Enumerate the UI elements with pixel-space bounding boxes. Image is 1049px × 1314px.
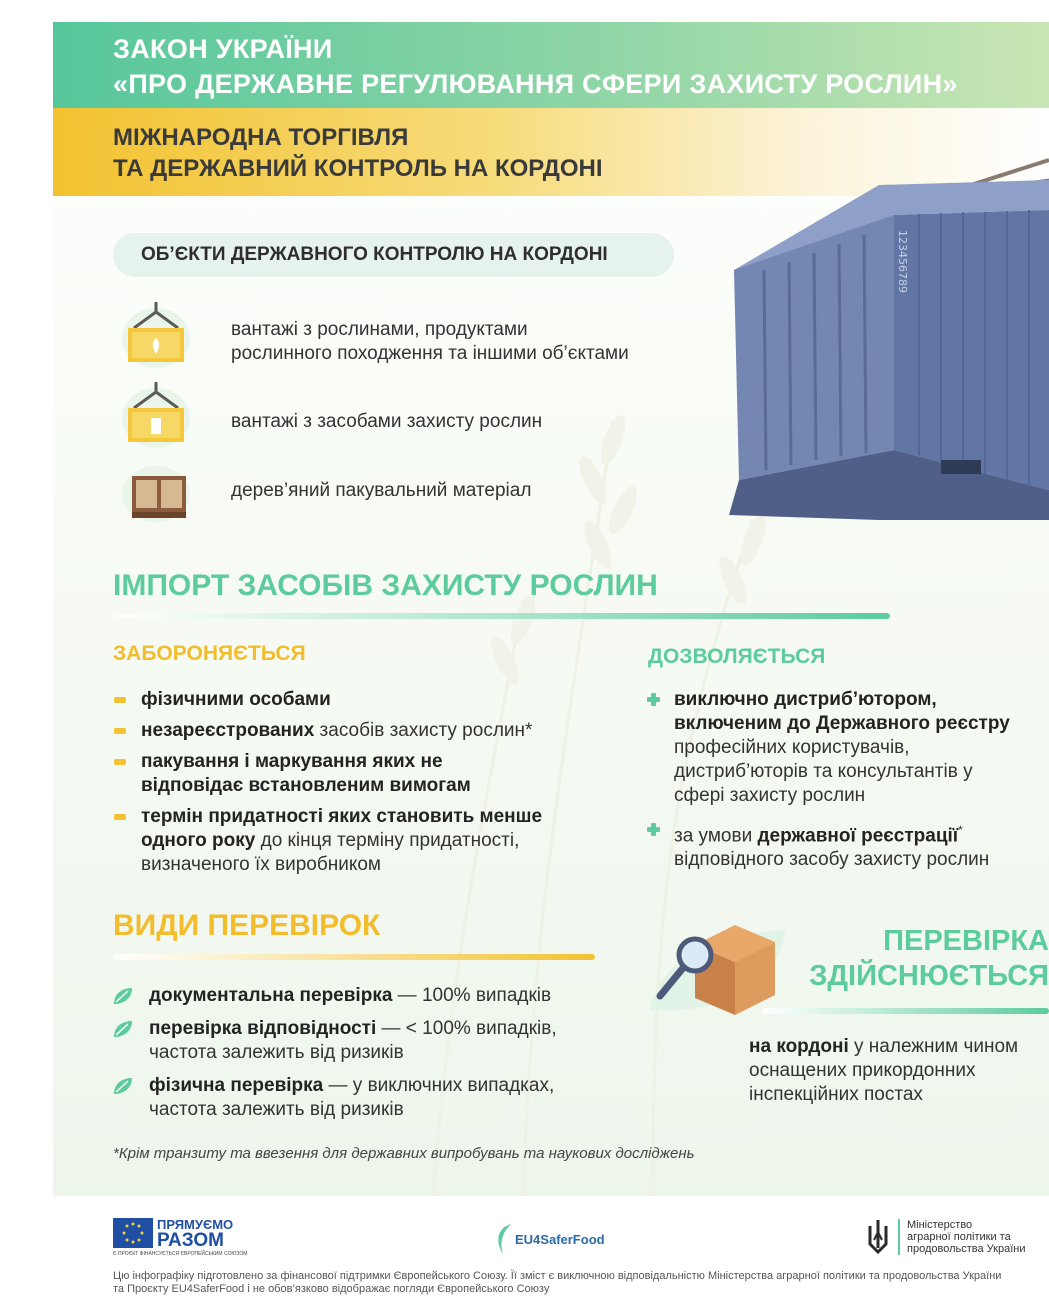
eu-together-logo (113, 1218, 233, 1250)
prohibited-list (141, 688, 542, 877)
objects-pill (113, 233, 674, 277)
section-subtitle (113, 122, 603, 184)
check-item: фізична перевірка — у виключних випадках, частота залежить від ризиків (149, 1074, 557, 1122)
logo1-caption: Є ПРОЄКТ ФІНАНСУЄТЬСЯ ЄВРОПЕЙСЬКИМ СОЮЗОМ (113, 1251, 248, 1257)
ministry-line1: Міністерство (907, 1219, 973, 1231)
forklift-pocket (941, 460, 981, 474)
objects-title: ОБ’ЄКТИ ДЕРЖАВНОГО КОНТРОЛЮ НА КОРДОНІ (141, 244, 608, 265)
subtitle-line1: МІЖНАРОДНА ТОРГІВЛЯ (113, 124, 409, 151)
object-item-plants-line1: вантажі з рослинами, продуктами (231, 319, 528, 340)
prohibited-title: ЗАБОРОНЯЄТЬСЯ (113, 642, 306, 665)
where-title-line1: ПЕРЕВІРКА (883, 925, 1049, 957)
prohibited-item: фізичними особами (141, 688, 542, 712)
logo1-line2: РАЗОМ (157, 1230, 224, 1251)
plus-bullet-icon (647, 693, 660, 706)
wooden-packaging-icon (110, 462, 192, 524)
checks-divider (113, 954, 595, 960)
logo1-line1: ПРЯМУЄМО (157, 1217, 234, 1232)
plus-bullet-icon (647, 823, 660, 836)
ministry-line3: продовольства України (907, 1243, 1026, 1255)
eu-flag-icon (113, 1218, 153, 1248)
inspection-box-icon (640, 920, 790, 1020)
allowed-title: ДОЗВОЛЯЄТЬСЯ (648, 645, 826, 668)
law-title-line2: «ПРО ДЕРЖАВНЕ РЕГУЛЮВАННЯ СФЕРИ ЗАХИСТУ РОСЛИН» (113, 69, 958, 99)
prohibited-item: пакування і маркування яких не відповідає встановленим вимогам (141, 750, 542, 798)
dash-bullet-icon (114, 728, 126, 734)
footnote: *Крім транзиту та ввезення для державних випробувань та наукових досліджень (113, 1145, 695, 1162)
law-title (113, 32, 958, 102)
object-item-plants-line2: рослинного походження та іншими об’єктами (231, 343, 629, 364)
import-divider (113, 613, 890, 619)
where-title-line2: ЗДІЙСНЮЄТЬСЯ (809, 960, 1049, 992)
shipping-container-illustration (719, 120, 1049, 520)
object-item-plants (231, 318, 629, 366)
law-title-line1: ЗАКОН УКРАЇНИ (113, 34, 333, 64)
import-section-title: ІМПОРТ ЗАСОБІВ ЗАХИСТУ РОСЛИН (113, 569, 658, 602)
prohibited-item: незареєстрованих засобів захисту рослин* (141, 719, 542, 743)
prohibited-item: термін придатності яких становить менше одного року до кінця терміну придатності, визначеного їх виробником (141, 805, 542, 877)
disclaimer-line1: Цю інфографіку підготовлено за фінансової підтримки Європейського Союзу. Її зміст є виключною відповідальністю Міністерства аграрної політики та продовольства України (113, 1270, 1002, 1282)
ministry-name (898, 1219, 1025, 1255)
where-divider (762, 1008, 1049, 1014)
disclaimer-line2: та Проєкту EU4SaferFood і не обов’язково відображає погляди Європейського Союзу (113, 1283, 550, 1295)
allowed-item: за умови державної реєстрації* відповідного засобу захисту рослин (674, 818, 1010, 872)
object-item-wood: дерев’яний пакувальний матеріал (231, 480, 532, 501)
subtitle-line2: ТА ДЕРЖАВНИЙ КОНТРОЛЬ НА КОРДОНІ (113, 155, 603, 182)
eu4saferfood-logo (493, 1222, 605, 1256)
checks-list (149, 984, 557, 1122)
pesticide-cargo-icon (110, 378, 192, 450)
eu-together-wordmark (157, 1218, 233, 1250)
leaf-bullet-icon (112, 1076, 134, 1096)
leaf-bullet-icon (112, 1019, 134, 1039)
allowed-item: виключно дистриб’ютором, включеним до Державного реєстру професійних користувачів, дистриб’юторів та консультантів у сфері захисту рослин (674, 688, 1010, 808)
dash-bullet-icon (114, 759, 126, 765)
allowed-list (674, 688, 1010, 872)
eu4saferfood-leaf-icon (493, 1222, 513, 1256)
check-item: документальна перевірка — 100% випадків (149, 984, 557, 1008)
inspection-where-text: на кордоні у належним чином оснащених прикордонних інспекційних постах (749, 1036, 1019, 1105)
object-item-pesticides: вантажі з засобами захисту рослин (231, 411, 543, 432)
check-item: перевірка відповідності — < 100% випадків, частота залежить від ризиків (149, 1017, 557, 1065)
disclaimer (113, 1270, 1001, 1296)
eu4saferfood-wordmark: EU4SaferFood (515, 1231, 605, 1247)
dash-bullet-icon (114, 697, 126, 703)
ministry-logo (866, 1218, 1025, 1256)
trident-icon (866, 1218, 890, 1256)
dash-bullet-icon (114, 814, 126, 820)
container-number: 123456789 (896, 230, 909, 293)
ministry-line2: аграрної політики та (907, 1231, 1011, 1243)
container-side-face (894, 210, 1049, 490)
inspection-where-title (780, 924, 1049, 994)
checks-section-title: ВИДИ ПЕРЕВІРОК (113, 909, 381, 942)
leaf-bullet-icon (112, 986, 134, 1006)
plant-cargo-icon (110, 298, 192, 370)
